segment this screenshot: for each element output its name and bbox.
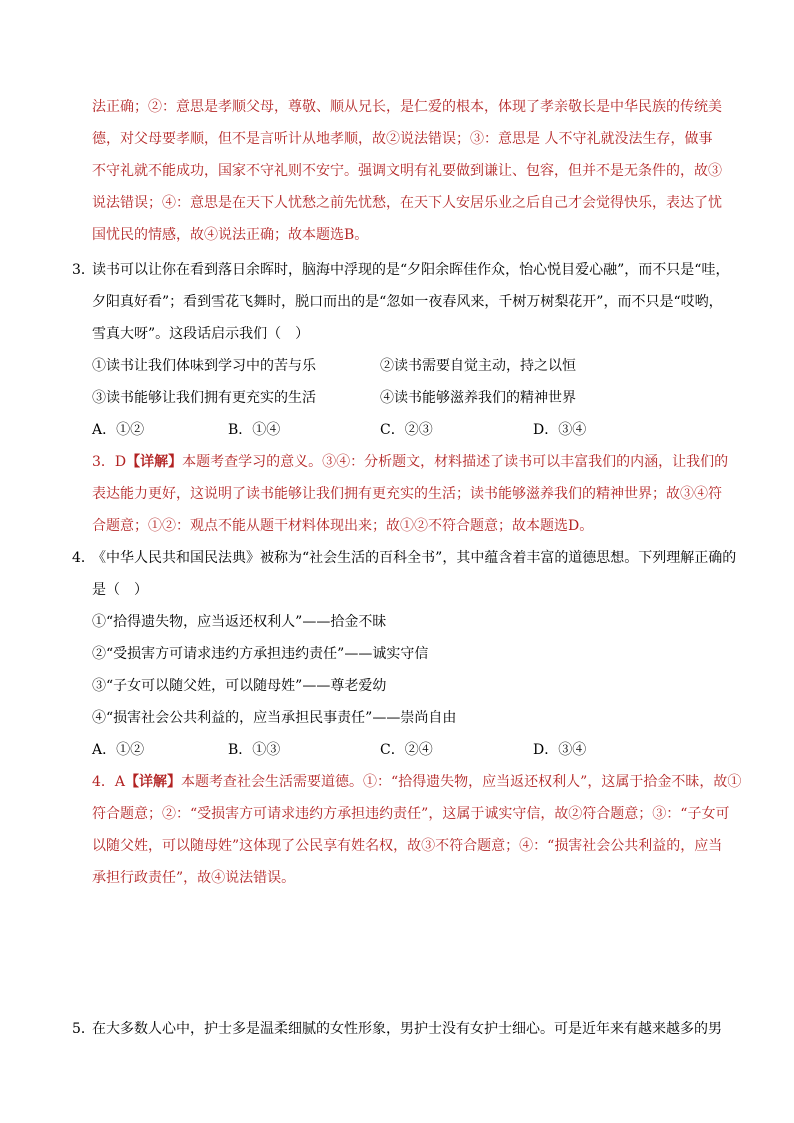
q4-number: 4．	[72, 550, 95, 566]
q3-option-c: C．②③	[380, 422, 433, 438]
q3-stem-line: 雪真大呀”。这段话启示我们（ ）	[92, 326, 310, 342]
q3-statement: ①读书让我们体味到学习中的苦与乐	[92, 358, 316, 374]
q4-statement: ②“受损害方可请求违约方承担违约责任”——诚实守信	[92, 646, 429, 662]
q4-statement: ④“损害社会公共利益的，应当承担民事责任”——崇尚自由	[92, 710, 457, 726]
q4-stem-line: 是（ ）	[92, 582, 148, 598]
q3-statement: ④读书能够滋养我们的精神世界	[380, 390, 576, 406]
q4-answer-line: 以随父姓，可以随母姓”这体现了公民享有姓名权，故③不符合题意；④：“损害社会公共利益的，应当	[92, 838, 723, 854]
q4-statement: ③“子女可以随父姓，可以随母姓”——尊老爱幼	[92, 678, 387, 694]
q2-answer-line: 国忧民的情感，故④说法正确；故本题选B。	[92, 227, 369, 243]
q4-answer-text: 本题考查社会生活需要道德。①：“拾得遗失物，应当返还权利人”，这属于拾金不昧，故①	[181, 774, 742, 790]
q3-stem-line: 夕阳真好看”；看到雪花飞舞时，脱口而出的是“忽如一夜春风来，千树万树梨花开”，而不只是“哎哟，	[92, 294, 723, 310]
q4-answer-line: 承担行政责任”，故④说法错误。	[92, 870, 296, 886]
q3-statement: ③读书能够让我们拥有更充实的生活	[92, 390, 316, 406]
q4-stem-line: 《中华人民共和国民法典》被称为“社会生活的百科全书”，其中蕴含着丰富的道德思想。下列理解正确的	[92, 550, 737, 566]
q4-option-b: B．①③	[228, 742, 281, 758]
q3-stem-line: 读书可以让你在看到落日余晖时，脑海中浮现的是“夕阳余晖佳作众，怡心悦目爱心融”，而不只是“哇，	[92, 262, 730, 278]
q4-statement: ①“拾得遗失物，应当返还权利人”——拾金不昧	[92, 614, 387, 630]
q2-answer-line: 法正确；②：意思是孝顺父母，尊敬、顺从兄长，是仁爱的根本，体现了孝亲敬长是中华民族的传统美	[92, 99, 722, 115]
q3-number: 3．	[72, 262, 95, 278]
q3-option-b: B．①④	[228, 422, 281, 438]
q4-answer-line-first	[92, 772, 741, 792]
q4-answer-prefix: 4．A	[92, 774, 126, 790]
q3-answer-line: 表达能力更好，这说明了读书能够让我们拥有更充实的生活；读书能够滋养我们的精神世界；故③④符	[92, 486, 722, 502]
q3-option-a: A．①②	[92, 422, 145, 438]
q4-option-c: C．②④	[380, 742, 433, 758]
q3-answer-tag: 【详解】	[126, 454, 183, 470]
q4-answer-tag: 【详解】	[125, 774, 182, 790]
q5-number: 5．	[72, 1021, 95, 1037]
q2-answer-line: 说法错误；④：意思是在天下人忧愁之前先忧愁，在天下人安居乐业之后自己才会觉得快乐，表达了忧	[92, 195, 722, 211]
q3-answer-line: 合题意；①②：观点不能从题干材料体现出来；故①②不符合题意；故本题选D。	[92, 518, 594, 534]
q3-statement: ②读书需要自觉主动，持之以恒	[380, 358, 576, 374]
q2-answer-line: 德，对父母要孝顺，但不是言听计从地孝顺，故②说法错误；③：意思是 人不守礼就没法生存，做事	[92, 131, 713, 147]
q3-answer-text: 本题考查学习的意义。③④：分析题文，材料描述了读书可以丰富我们的内涵，让我们的	[182, 454, 729, 470]
q4-option-d: D．③④	[533, 742, 587, 758]
q5-stem-line: 在大多数人心中，护士多是温柔细腻的女性形象，男护士没有女护士细心。可是近年来有越来越多的男	[92, 1021, 722, 1037]
q2-answer-line: 不守礼就不能成功，国家不守礼则不安宁。强调文明有礼要做到谦让、包容，但并不是无条件的，故③	[92, 163, 722, 179]
q4-answer-line: 符合题意；②：“受损害方可请求违约方承担违约责任”，这属于诚实守信，故②符合题意；③：“子女可	[92, 806, 730, 822]
q3-option-d: D．③④	[533, 422, 587, 438]
q4-option-a: A．①②	[92, 742, 145, 758]
q3-answer-prefix: 3．D	[92, 454, 127, 470]
q3-answer-line-first	[92, 452, 728, 472]
